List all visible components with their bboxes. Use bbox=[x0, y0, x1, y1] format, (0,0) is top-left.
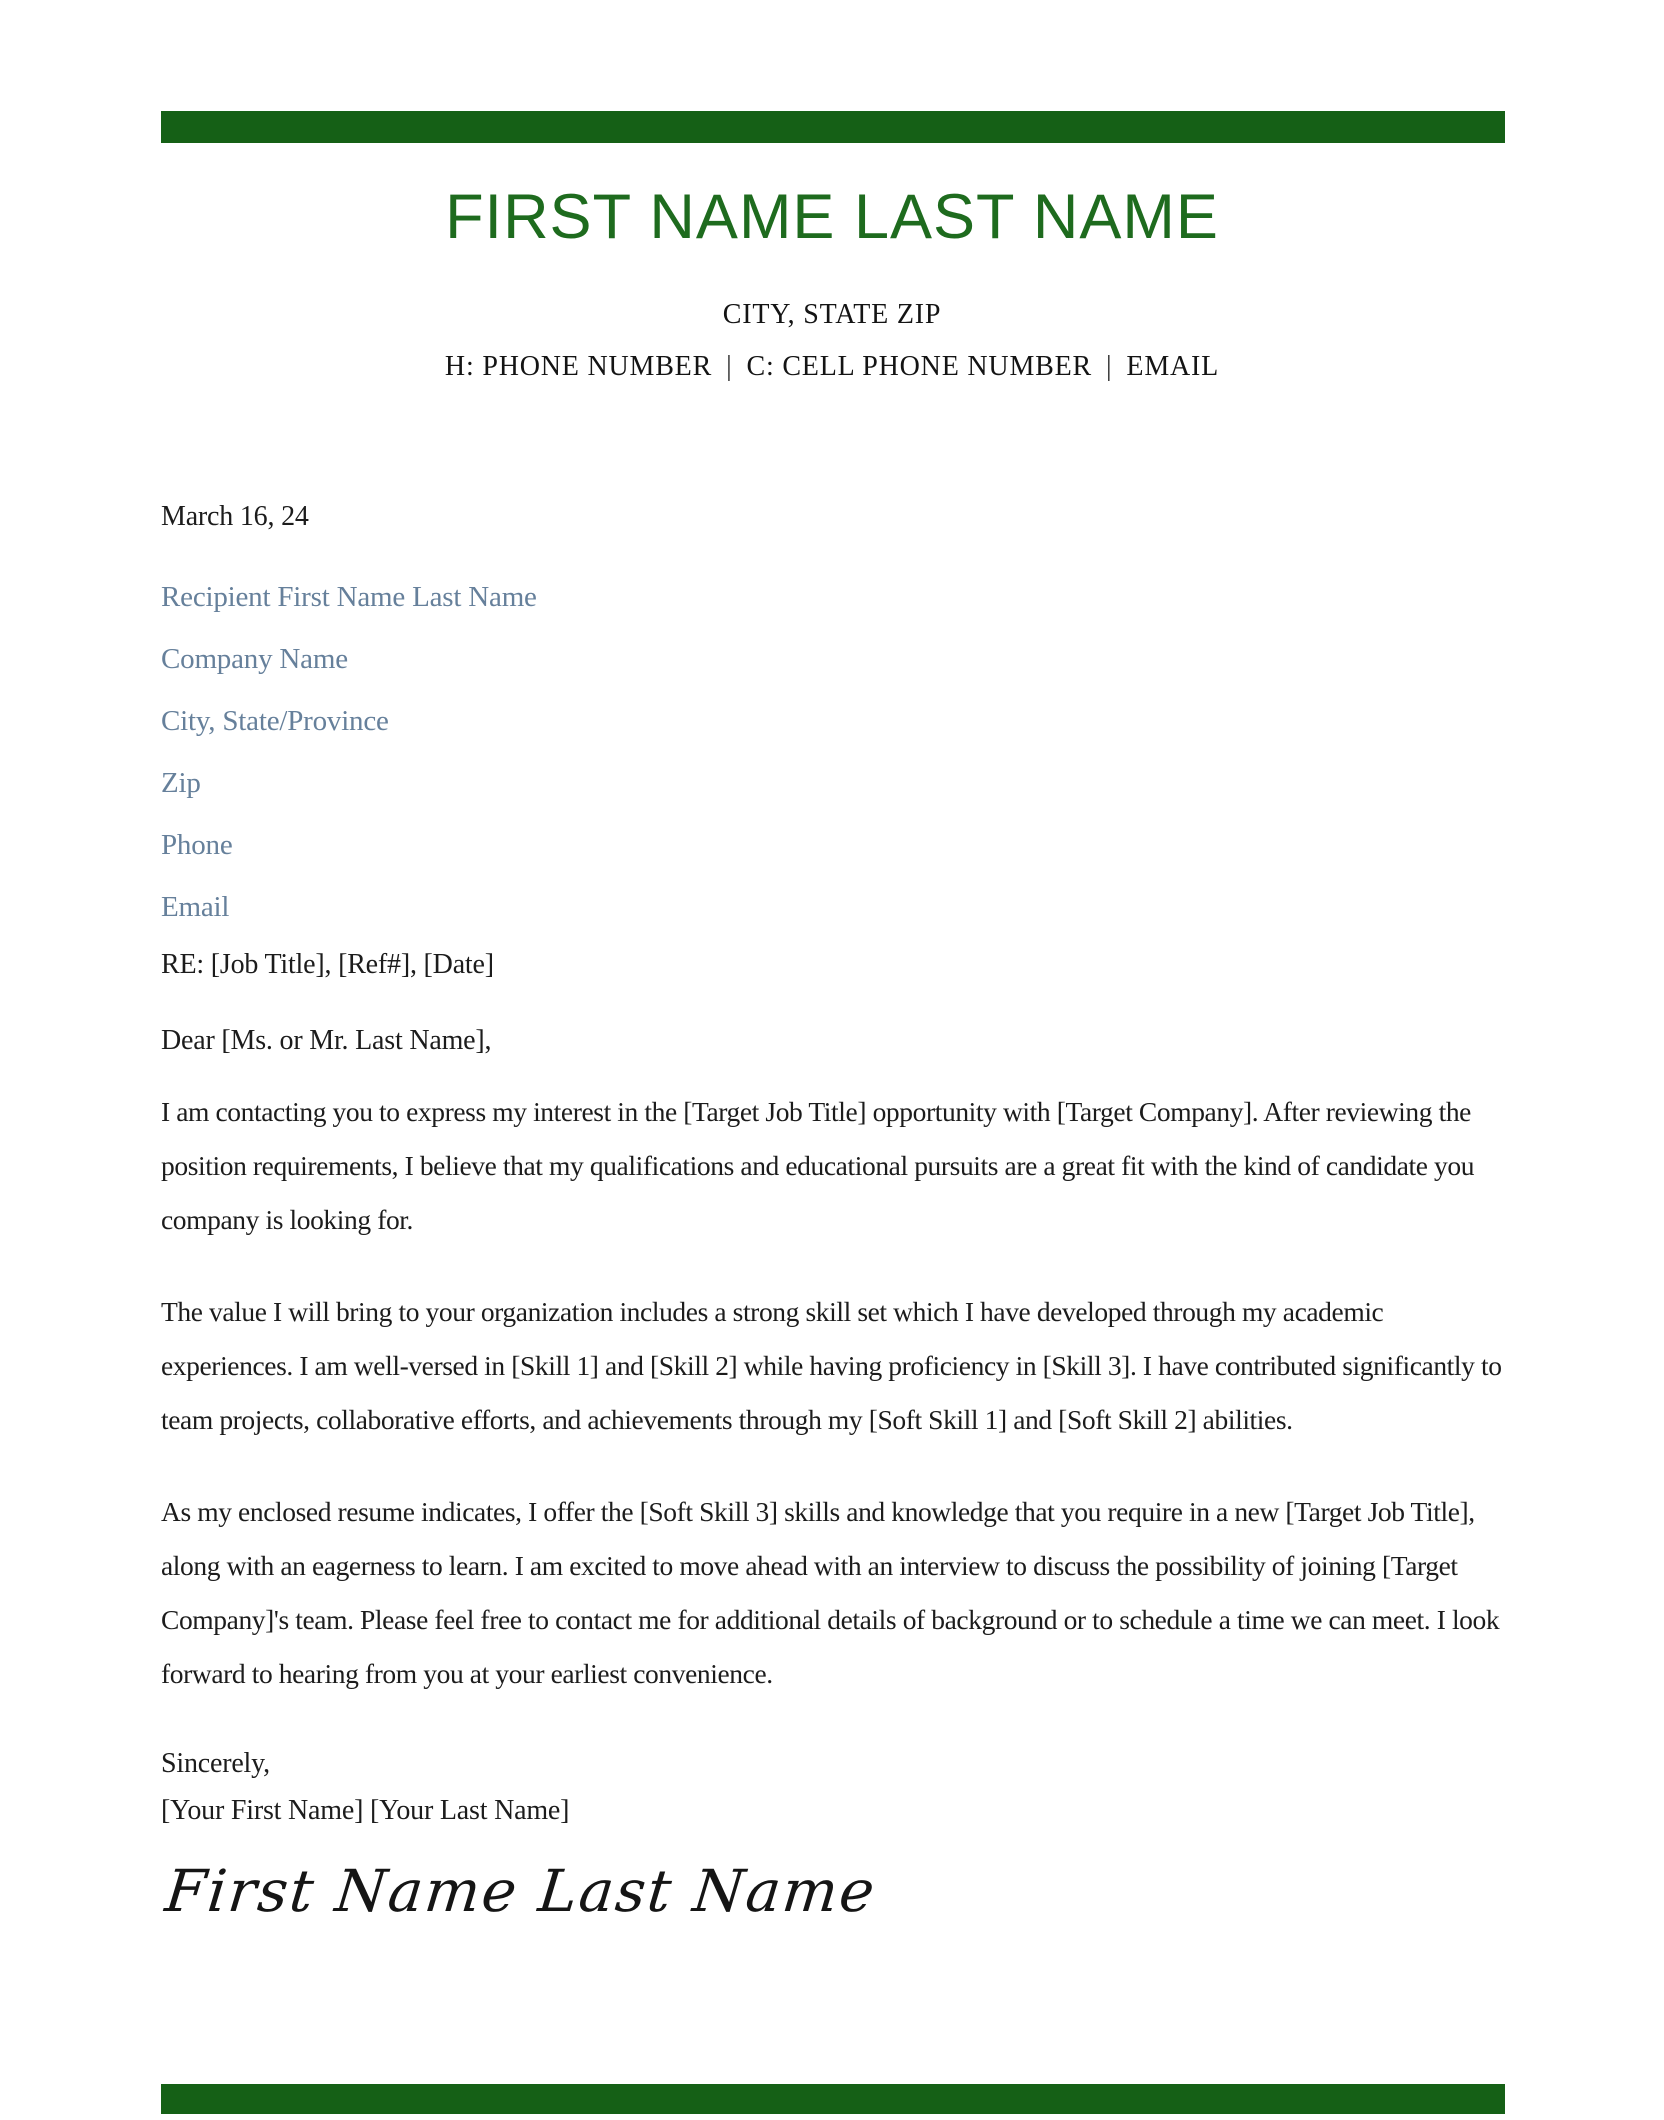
header-contact-line bbox=[0, 350, 1664, 384]
subject-line: RE: [Job Title], [Ref#], [Date] bbox=[161, 949, 494, 980]
recipient-company: Company Name bbox=[161, 643, 348, 675]
recipient-block bbox=[161, 566, 537, 938]
body-paragraph: As my enclosed resume indicates, I offer the [Soft Skill 3] skills and knowledge that you require in a new [Target Job Title], along with an eagerness to learn. I am excited to move ahead with an interview to discuss the possibility of joining [Target Company]'s team. Please feel free to contact me for additional details of background or to schedule a time we can meet. I look forward to hearing from you at your earliest convenience. bbox=[161, 1496, 1500, 1689]
recipient-name: Recipient First Name Last Name bbox=[161, 581, 537, 613]
letter-date: March 16, 24 bbox=[161, 501, 309, 532]
body-paragraph: The value I will bring to your organization includes a strong skill set which I have developed through my academic experiences. I am well-versed in [Skill 1] and [Skill 2] while having proficiency in [Skill 3]. I have contributed significantly to team projects, collaborative efforts, and achievements through my [Soft Skill 1] and [Soft Skill 2] abilities. bbox=[161, 1296, 1502, 1435]
email: EMAIL bbox=[1126, 351, 1220, 382]
contact-separator: | bbox=[726, 351, 733, 382]
footer-accent-bar bbox=[161, 2084, 1505, 2114]
closing: Sincerely, bbox=[161, 1748, 270, 1779]
typed-name: [Your First Name] [Your Last Name] bbox=[161, 1795, 570, 1826]
home-phone: H: PHONE NUMBER bbox=[444, 351, 713, 382]
recipient-phone: Phone bbox=[161, 829, 233, 861]
page-title: FIRST NAME LAST NAME bbox=[445, 182, 1219, 252]
signature: First Name Last Name bbox=[162, 1857, 880, 1925]
body-paragraph: I am contacting you to express my interest in the [Target Job Title] opportunity with [Target Company]. After reviewing the position requirements, I believe that my qualifications and educational pursuits are a great fit with the kind of candidate you company is looking for. bbox=[161, 1096, 1475, 1235]
recipient-city-state: City, State/Province bbox=[161, 705, 389, 737]
header-city-state-zip: CITY, STATE ZIP bbox=[722, 299, 942, 330]
salutation: Dear [Ms. or Mr. Last Name], bbox=[161, 1025, 492, 1056]
closing-block bbox=[161, 1740, 569, 1834]
recipient-zip: Zip bbox=[161, 767, 201, 799]
contact-separator: | bbox=[1106, 351, 1113, 382]
header-accent-bar bbox=[161, 111, 1505, 143]
recipient-email: Email bbox=[161, 891, 230, 923]
letter-body bbox=[161, 1085, 1511, 1739]
cell-phone: C: CELL PHONE NUMBER bbox=[746, 351, 1093, 382]
